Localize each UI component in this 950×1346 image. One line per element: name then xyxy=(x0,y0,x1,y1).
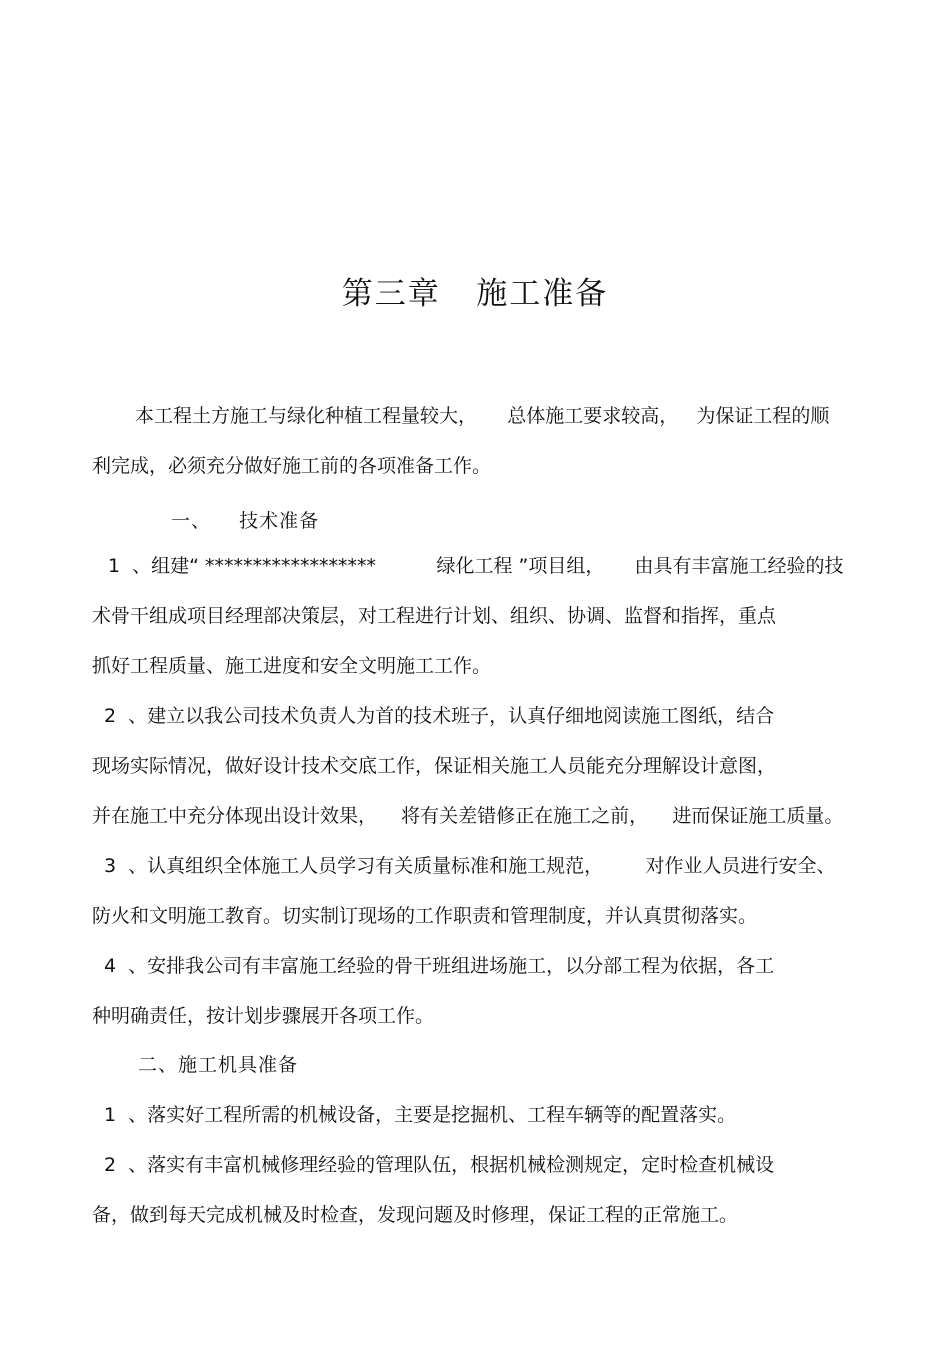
paragraph-line: 备，做到每天完成机械及时检查，发现问题及时修理，保证工程的正常施工。 xyxy=(92,1204,739,1226)
section-heading-technical: 一、 技术准备 xyxy=(171,510,320,532)
paragraph-line: 1 、组建“ ****************** 绿化工程 ”项目组， 由具有丰富施工经验的技 xyxy=(108,555,844,577)
paragraph-line: 2 、建立以我公司技术负责人为首的技术班子，认真仔细地阅读施工图纸，结合 xyxy=(104,705,775,727)
paragraph-line: 现场实际情况，做好设计技术交底工作，保证相关施工人员能充分理解设计意图， xyxy=(92,755,777,777)
paragraph-line: 2 、落实有丰富机械修理经验的管理队伍，根据机械检测规定，定时检查机械设 xyxy=(104,1154,775,1176)
paragraph-line: 防火和文明施工教育。切实制订现场的工作职责和管理制度，并认真贯彻落实。 xyxy=(92,905,758,927)
paragraph-line: 1 、落实好工程所需的机械设备，主要是挖掘机、工程车辆等的配置落实。 xyxy=(104,1104,737,1126)
paragraph-line: 抓好工程质量、施工进度和安全文明施工工作。 xyxy=(92,655,492,677)
paragraph-line: 术骨干组成项目经理部决策层，对工程进行计划、组织、协调、监督和指挥，重点 xyxy=(92,605,777,627)
paragraph-line: 种明确责任，按计划步骤展开各项工作。 xyxy=(92,1005,435,1027)
section-heading-machinery: 二、施工机具准备 xyxy=(138,1054,299,1076)
paragraph-line: 4 、安排我公司有丰富施工经验的骨干班组进场施工，以分部工程为依据，各工 xyxy=(104,955,775,977)
intro-line: 本工程土方施工与绿化种植工程量较大， 总体施工要求较高， 为保证工程的顺 xyxy=(135,405,830,427)
paragraph-line: 3 、认真组织全体施工人员学习有关质量标准和施工规范， 对作业人员进行安全、 xyxy=(104,855,836,877)
intro-line: 利完成，必须充分做好施工前的各项准备工作。 xyxy=(92,455,492,477)
chapter-title: 第三章 施工准备 xyxy=(341,276,609,312)
paragraph-line: 并在施工中充分体现出设计效果， 将有关差错修正在施工之前， 进而保证施工质量。 xyxy=(92,805,844,827)
